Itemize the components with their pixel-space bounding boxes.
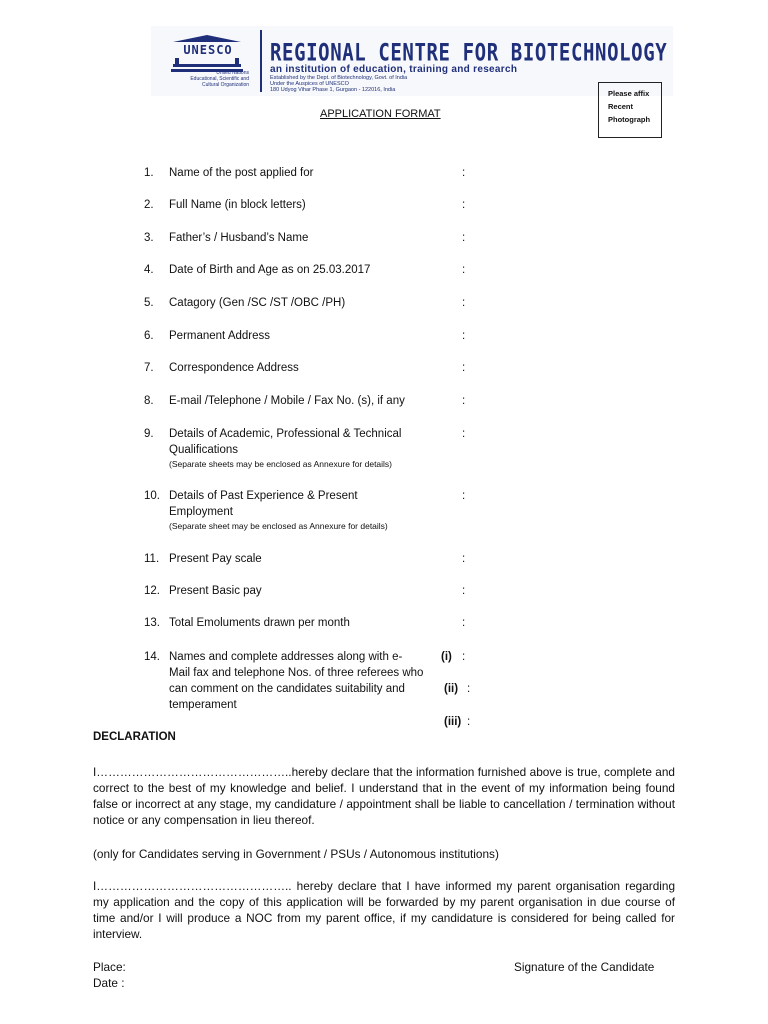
item-number: 12. bbox=[144, 585, 160, 597]
item-colon: : bbox=[462, 395, 466, 407]
item-number: 6. bbox=[144, 330, 154, 342]
item-label: Details of Academic, Professional & Technical Qualifications bbox=[169, 428, 402, 456]
item-colon: : bbox=[462, 362, 466, 374]
referee-colon: : bbox=[467, 716, 471, 728]
signature-label: Signature of the Candidate bbox=[514, 960, 655, 974]
item-number: 3. bbox=[144, 232, 154, 244]
item-label: Catagory (Gen /SC /ST /OBC /PH) bbox=[169, 297, 346, 309]
referee-colon: : bbox=[467, 683, 471, 695]
item-colon: : bbox=[462, 617, 466, 629]
form-title: APPLICATION FORMAT bbox=[320, 108, 441, 120]
item-label: Father’s / Husband’s Name bbox=[169, 232, 309, 244]
declaration-title: DECLARATION bbox=[93, 731, 176, 743]
photo-box bbox=[598, 82, 662, 138]
item-number: 10. bbox=[144, 490, 160, 502]
date-label: Date : bbox=[93, 976, 125, 990]
item-label-block bbox=[169, 488, 404, 532]
item-label: Full Name (in block letters) bbox=[169, 199, 306, 211]
item-number: 4. bbox=[144, 264, 154, 276]
item-number: 11. bbox=[144, 553, 160, 565]
item-number: 9. bbox=[144, 428, 154, 440]
item-colon: : bbox=[462, 232, 466, 244]
item-colon: : bbox=[462, 490, 466, 502]
referee-label: (ii) bbox=[444, 683, 459, 695]
un-line: United Nations bbox=[216, 70, 249, 76]
photo-box-line: Recent bbox=[608, 102, 634, 111]
referee-label: (i) bbox=[441, 651, 452, 663]
un-line: Cultural Organization bbox=[202, 82, 249, 88]
item-colon: : bbox=[462, 553, 466, 565]
item-label: Present Pay scale bbox=[169, 553, 262, 565]
item-number: 14. bbox=[144, 651, 160, 663]
item-number: 7. bbox=[144, 362, 154, 374]
item-number: 1. bbox=[144, 167, 154, 179]
noc-paragraph: I………………………………………….. hereby declare that I have informed my parent organisation regarding my application and the copy of this application will be forwarded by my parent organisation in due course of time and/or I will produce a NOC from my parent office, if my candidature is considered for being called for interview. bbox=[93, 879, 675, 941]
referee-colon: : bbox=[462, 651, 466, 663]
item-label: Details of Past Experience & Present Employment bbox=[169, 490, 358, 518]
item-label: Names and complete addresses along with e- Mail fax and telephone Nos. of three referees who can comment on the candidates suitability and temperament bbox=[169, 651, 424, 711]
item-label: E-mail /Telephone / Mobile / Fax No. (s), if any bbox=[169, 395, 405, 407]
item-label: Name of the post applied for bbox=[169, 167, 314, 179]
unesco-wordmark: UNESCO bbox=[183, 43, 233, 57]
item-colon: : bbox=[462, 330, 466, 342]
photo-box-line: Photograph bbox=[608, 115, 651, 124]
item-colon: : bbox=[462, 199, 466, 211]
item-label-block bbox=[169, 426, 444, 470]
item-label: Correspondence Address bbox=[169, 362, 299, 374]
item-colon: : bbox=[462, 585, 466, 597]
photo-box-line: Please affix bbox=[608, 89, 650, 98]
item-note: (Separate sheets may be enclosed as Annexure for details) bbox=[169, 459, 393, 469]
item-number: 2. bbox=[144, 199, 154, 211]
item-note: (Separate sheet may be enclosed as Annexure for details) bbox=[169, 521, 388, 531]
centre-address-line: Under the Auspices of UNESCO bbox=[270, 81, 349, 87]
letterhead bbox=[151, 26, 673, 96]
item-number: 13. bbox=[144, 617, 160, 629]
header-divider bbox=[260, 30, 262, 92]
item-label: Permanent Address bbox=[169, 330, 271, 342]
referee-label: (iii) bbox=[444, 716, 462, 728]
item-colon: : bbox=[462, 167, 466, 179]
item-number: 8. bbox=[144, 395, 154, 407]
place-label: Place: bbox=[93, 960, 126, 974]
centre-tagline: an institution of education, training and research bbox=[270, 64, 518, 75]
un-organization-text bbox=[151, 70, 249, 88]
centre-address bbox=[270, 75, 407, 93]
centre-address-line: Established by the Dept. of Biotechnology, Govt. of India bbox=[270, 75, 408, 81]
item-label: Present Basic pay bbox=[169, 585, 262, 597]
item-colon: : bbox=[462, 264, 466, 276]
centre-title: REGIONAL CENTRE FOR BIOTECHNOLOGY bbox=[270, 39, 668, 67]
centre-address-line: 180 Udyog Vihar Phase 1, Gurgaon - 122016, India bbox=[270, 87, 396, 93]
declaration-paragraph: I…………………………………………..hereby declare that the information furnished above is true, complete and correct to the best of my knowledge and belief. I understand that in the event of my information being found false or incorrect at any stage, my candidature / appointment shall be liable to cancellation / termination without notice or any compensation in lieu thereof. bbox=[93, 765, 675, 827]
item-label: Date of Birth and Age as on 25.03.2017 bbox=[169, 264, 371, 276]
item-colon: : bbox=[462, 428, 466, 440]
item-label: Total Emoluments drawn per month bbox=[169, 617, 350, 629]
item-number: 5. bbox=[144, 297, 154, 309]
un-line: Educational, Scientific and bbox=[190, 76, 249, 82]
item-colon: : bbox=[462, 297, 466, 309]
government-note: (only for Candidates serving in Government / PSUs / Autonomous institutions) bbox=[93, 847, 499, 861]
